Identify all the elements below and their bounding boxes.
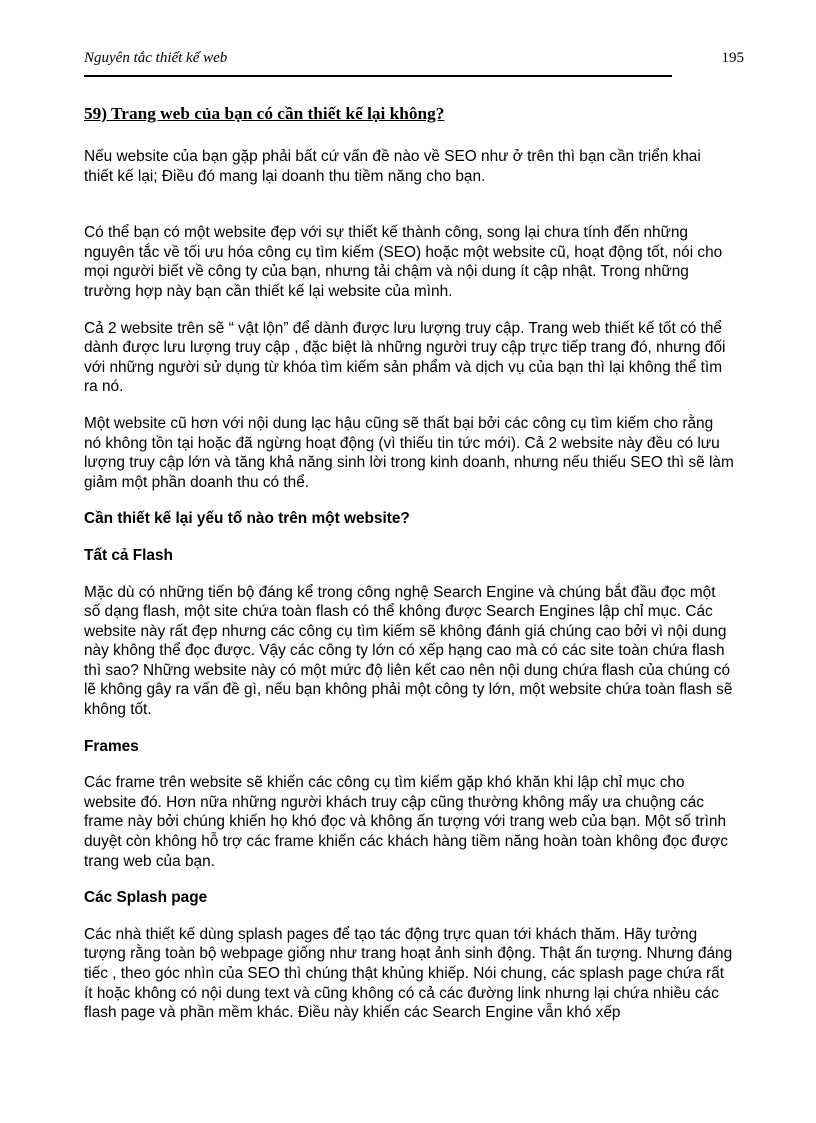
document-body [84,103,734,1040]
paragraph-frames: Các frame trên website sẽ khiến các công cụ tìm kiếm gặp khó khăn khi lập chỉ mục cho website đó. Hơn nữa những người khách truy cập cũng thường không mấy ưa chuộng các frame này bởi chúng khiến họ khó đọc và không ấn tượng với trang web của bạn. Một số trình duyệt còn không hỗ trợ các frame khiến các khách hàng tiềm năng hoàn toàn không đọc được trang web của bạn. [84,774,728,870]
paragraph-traffic-struggle: Cả 2 website trên sẽ “ vật lộn” để dành được lưu lượng truy cập. Trang web thiết kế tốt có thể dành được lưu lượng truy cập , đặc biệt là những người truy cập trực tiếp trang đó, nhưng đối với những người sử dụng từ khóa tìm kiếm sản phẩm và dịch vụ của bạn thì lại không thể tìm ra nó. [84,319,726,396]
subheading-what-to-redesign: Cần thiết kế lại yếu tố nào trên một website? [84,510,410,528]
page-number: 195 [721,50,744,66]
running-title: Nguyên tắc thiết kế web [84,50,228,66]
paragraph-intro: Nếu website của bạn gặp phải bất cứ vấn đề nào về SEO như ở trên thì bạn cần triển khai thiết kế lại; Điều đó mang lại doanh thu tiềm năng cho bạn. [84,148,701,185]
paragraph-redesign-reason: Có thể bạn có một website đẹp với sự thiết kế thành công, song lại chưa tính đến những nguyên tắc về tối ưu hóa công cụ tìm kiếm (SEO) hoặc một website cũ, hoạt động tốt, nói cho mọi người biết về công ty của bạn, nhưng tải chậm và nội dung ít cập nhật. Trong những trường hợp này bạn cần thiết kế lại website của mình. [84,224,723,300]
running-header [84,50,744,72]
subheading-frames: Frames [84,737,139,755]
subheading-all-flash: Tất cả Flash [84,546,173,564]
paragraph-splash-pages: Các nhà thiết kế dùng splash pages để tạo tác động trực quan tới khách thăm. Hãy tưởng tượng rằng toàn bộ webpage giống như trang hoạt ảnh sinh động. Thật ấn tượng. Nhưng đáng tiếc , theo góc nhìn của SEO thì chúng thật khủng khiếp. Nói chung, các splash page chứa rất ít hoặc không có nội dung text và cũng không có cả các đường link nhưng lại chứa nhiều các flash page và phần mềm khác. Điều này khiến các Search Engine vẫn khó xếp [84,925,733,1022]
paragraph-flash: Mặc dù có những tiến bộ đáng kể trong công nghệ Search Engine và chúng bắt đầu đọc một số dạng flash, một site chứa toàn flash có thể không được Search Engines lập chỉ mục. Các website này rất đẹp nhưng các công cụ tìm kiếm sẽ không đánh giá chúng cao bởi vì nội dung này không thể đọc được. Vậy các công ty lớn có xếp hạng cao mà có các site toàn chứa flash thì sao? Những website này có một mức độ liên kết cao nên nội dung chứa flash của chúng có lẽ không gây ra vấn đề gì, nếu bạn không phải một công ty lớn, một website chứa toàn flash sẽ không tốt. [84,583,733,719]
subheading-splash-pages: Các Splash page [84,889,208,907]
section-title: 59) Trang web của bạn có cần thiết kế lại không? [84,104,445,123]
paragraph-old-website: Một website cũ hơn với nội dung lạc hậu cũng sẽ thất bại bởi các công cụ tìm kiếm cho rằng nó không tồn tại hoặc đã ngừng hoạt động (vì thiếu tin tức mới). Cả 2 website này đều có lưu lượng truy cập lớn và tăng khả năng sinh lời trong kinh doanh, nhưng nếu thiếu SEO thì sẽ làm giảm một phần doanh thu có thể. [84,414,734,491]
header-divider [84,75,672,77]
